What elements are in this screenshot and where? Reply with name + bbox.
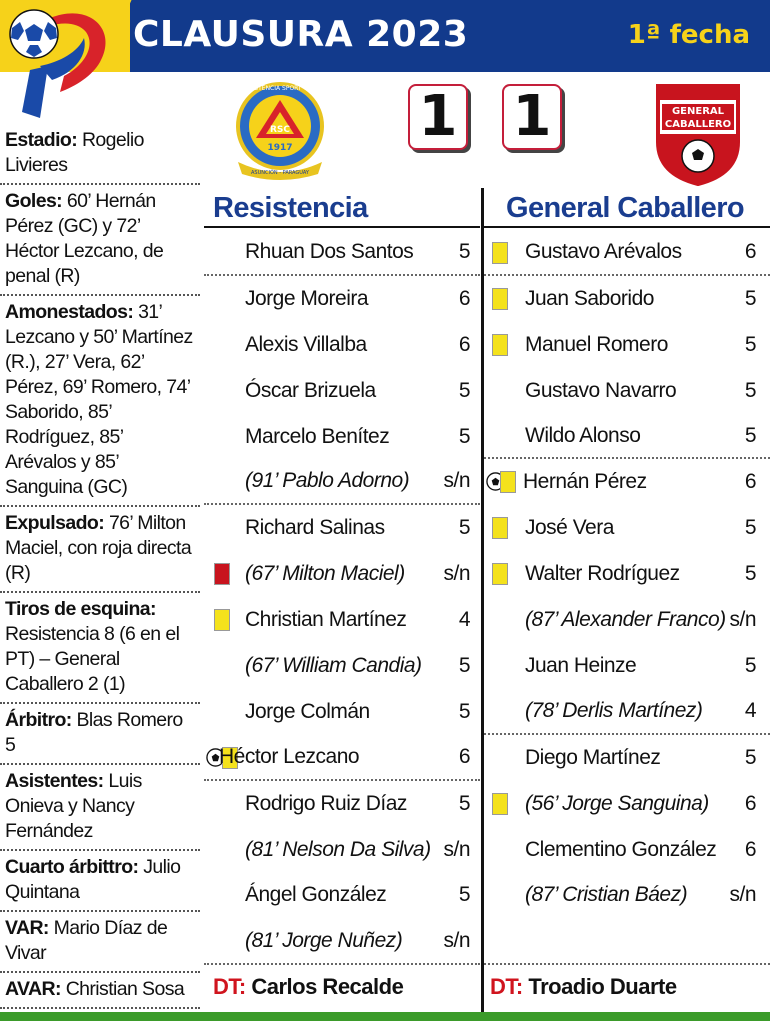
player-rating: 6 <box>458 286 470 310</box>
yellow-card-icon <box>492 334 508 356</box>
player-name: Óscar Brizuela <box>245 378 376 402</box>
crest-bottom-text: CABALLERO <box>664 119 732 130</box>
away-player-list <box>484 230 770 918</box>
home-coach <box>213 974 403 1000</box>
home-coach-separator <box>204 963 480 967</box>
player-row <box>484 551 770 597</box>
player-name: (87’ Alexander Franco) <box>525 608 726 632</box>
yellow-card-icon <box>492 242 508 264</box>
info-block <box>0 851 200 912</box>
away-coach-separator <box>484 963 770 967</box>
player-row <box>484 414 770 460</box>
player-name: Clementino González <box>525 837 717 861</box>
player-rating: s/n <box>443 837 470 861</box>
info-label: Asistentes: <box>5 770 104 792</box>
player-rating: s/n <box>443 469 470 493</box>
player-row <box>484 872 770 918</box>
info-block <box>0 185 200 296</box>
away-score: 1 <box>502 84 562 150</box>
player-rating: 6 <box>458 744 470 768</box>
player-row <box>204 597 480 643</box>
crest-ribbon-text: ASUNCIÓN - PARAGUAY <box>251 170 309 176</box>
player-row <box>204 872 480 918</box>
info-text: Christian Sosa <box>65 978 185 1000</box>
player-row <box>204 918 480 964</box>
player-rating: 5 <box>458 883 470 907</box>
home-player-list <box>204 230 480 964</box>
player-name: Jorge Moreira <box>245 286 369 310</box>
yellow-card-icon <box>492 517 508 539</box>
match-info-column <box>0 124 200 1009</box>
info-label: Amonestados: <box>5 301 134 323</box>
away-coach <box>490 974 677 1000</box>
player-row <box>484 689 770 735</box>
info-text: Resistencia 8 (6 en el PT) – General Caballero 2 (1) <box>5 623 180 695</box>
info-block <box>0 912 200 973</box>
home-team-name: Resistencia <box>213 192 368 224</box>
player-name: Rhuan Dos Santos <box>245 239 414 263</box>
player-rating: 5 <box>744 653 756 677</box>
player-name: Rodrigo Ruiz Díaz <box>245 791 407 815</box>
player-row <box>484 276 770 322</box>
player-row <box>204 735 480 781</box>
player-rating: 6 <box>458 332 470 356</box>
player-rating: 5 <box>458 378 470 402</box>
info-label: Cuarto árbittro: <box>5 856 139 878</box>
info-label: Estadio: <box>5 129 78 151</box>
player-name: Walter Rodríguez <box>525 562 680 586</box>
round-label: 1ª fecha <box>627 20 750 50</box>
player-rating: 4 <box>744 698 756 722</box>
player-row <box>484 597 770 643</box>
player-rating: s/n <box>443 929 470 953</box>
player-name: Hernán Pérez <box>523 470 647 494</box>
general-caballero-crest-icon <box>652 82 744 186</box>
player-row <box>484 827 770 873</box>
page-title: CLAUSURA 2023 <box>133 14 469 55</box>
player-name: (81’ Nelson Da Silva) <box>245 837 431 861</box>
player-name: Christian Martínez <box>245 608 407 632</box>
away-team-name: General Caballero <box>506 192 745 224</box>
info-text: 76’ Milton Maciel, con roja directa (R) <box>5 512 192 584</box>
coach-name: Carlos Recalde <box>251 974 404 999</box>
player-name: Jorge Colmán <box>245 699 370 723</box>
coach-label: DT: <box>490 974 523 999</box>
player-rating: 5 <box>744 745 756 769</box>
player-row <box>484 643 770 689</box>
player-name: Marcelo Benítez <box>245 424 390 448</box>
player-row <box>204 689 480 735</box>
yellow-card-icon <box>214 609 230 631</box>
player-name: José Vera <box>525 516 614 540</box>
player-row <box>204 643 480 689</box>
player-name: (56’ Jorge Sanguina) <box>525 791 709 815</box>
info-block <box>0 507 200 593</box>
player-name: Diego Martínez <box>525 745 661 769</box>
player-rating: 5 <box>744 332 756 356</box>
coach-name: Troadio Duarte <box>528 974 677 999</box>
player-rating: 6 <box>744 470 756 494</box>
player-row <box>204 459 480 505</box>
player-rating: 5 <box>744 423 756 447</box>
player-rating: 5 <box>744 516 756 540</box>
away-header-line <box>484 226 770 228</box>
player-rating: s/n <box>729 883 756 907</box>
player-row <box>484 322 770 368</box>
player-row <box>204 505 480 551</box>
player-rating: 5 <box>458 653 470 677</box>
player-rating: 5 <box>458 516 470 540</box>
player-rating: 4 <box>458 608 470 632</box>
info-block <box>0 704 200 765</box>
player-name: Juan Heinze <box>525 653 637 677</box>
player-row <box>484 459 770 505</box>
info-text: Mario Díaz de Vivar <box>5 917 168 964</box>
info-label: Expulsado: <box>5 512 105 534</box>
crest-top-text: RESISTENCIA SPORT CLUB <box>240 85 320 92</box>
info-text: 31’ Lezcano y 50’ Martínez (R.), 27’ Vera, 62’ Pérez, 69’ Romero, 74’ Saborido, 85’ Rodríguez, 85’ Arévalos y 85’ Sanguina (GC) <box>5 301 193 498</box>
info-block <box>0 593 200 704</box>
player-row <box>204 230 480 276</box>
info-block <box>0 296 200 507</box>
player-name: Juan Saborido <box>525 286 654 310</box>
player-row <box>204 551 480 597</box>
player-name: Gustavo Navarro <box>525 378 677 402</box>
player-name: Manuel Romero <box>525 332 668 356</box>
player-row <box>484 368 770 414</box>
info-label: Goles: <box>5 190 63 212</box>
player-rating: 6 <box>744 239 756 263</box>
player-name: (67’ Milton Maciel) <box>245 562 405 586</box>
league-logo <box>0 0 130 130</box>
player-row <box>484 505 770 551</box>
player-rating: 5 <box>458 239 470 263</box>
info-block <box>0 124 200 185</box>
info-block <box>0 973 200 1009</box>
info-block <box>0 765 200 851</box>
player-name: (67’ William Candia) <box>245 653 422 677</box>
info-text: 60’ Hernán Pérez (GC) y 72’ Héctor Lezcano, de penal (R) <box>5 190 164 287</box>
yellow-card-icon <box>500 471 516 493</box>
yellow-card-icon <box>492 563 508 585</box>
home-score: 1 <box>408 84 468 150</box>
player-rating: s/n <box>443 562 470 586</box>
player-row <box>484 735 770 781</box>
bottom-green-bar <box>0 1012 770 1021</box>
yellow-card-icon <box>492 793 508 815</box>
info-label: AVAR: <box>5 978 61 1000</box>
player-name: (78’ Derlis Martínez) <box>525 698 703 722</box>
player-row <box>204 414 480 460</box>
info-text: Julio Quintana <box>5 856 181 903</box>
player-rating: 5 <box>744 378 756 402</box>
player-name: Ángel González <box>245 883 387 907</box>
info-text: Rogelio Livieres <box>5 129 144 176</box>
player-row <box>204 781 480 827</box>
player-rating: 5 <box>458 699 470 723</box>
player-rating: 6 <box>744 791 756 815</box>
player-name: Gustavo Arévalos <box>525 239 682 263</box>
info-text: Luis Onieva y Nancy Fernández <box>5 770 142 842</box>
player-name: Héctor Lezcano <box>219 744 360 768</box>
info-label: Árbitro: <box>5 709 72 731</box>
resistencia-crest-icon <box>232 82 328 182</box>
player-name: (87’ Cristian Báez) <box>525 883 688 907</box>
home-header-line <box>204 226 480 228</box>
player-row <box>484 230 770 276</box>
info-label: Tiros de esquina: <box>5 598 156 620</box>
player-rating: 5 <box>458 424 470 448</box>
crest-top-text: GENERAL <box>671 106 725 117</box>
player-rating: 5 <box>744 562 756 586</box>
player-rating: 5 <box>458 791 470 815</box>
player-rating: 6 <box>744 837 756 861</box>
info-label: VAR: <box>5 917 49 939</box>
yellow-card-icon <box>492 288 508 310</box>
player-name: Alexis Villalba <box>245 332 367 356</box>
player-row <box>484 781 770 827</box>
player-row <box>204 276 480 322</box>
player-name: Richard Salinas <box>245 516 385 540</box>
coach-label: DT: <box>213 974 246 999</box>
red-card-icon <box>214 563 230 585</box>
crest-year: 1917 <box>267 143 293 153</box>
player-rating: 5 <box>744 286 756 310</box>
player-row <box>204 322 480 368</box>
info-text: Blas Romero 5 <box>5 709 183 756</box>
player-row <box>204 827 480 873</box>
player-row <box>204 368 480 414</box>
player-name: (81’ Jorge Nuñez) <box>245 929 403 953</box>
player-name: (91’ Pablo Adorno) <box>245 469 410 493</box>
player-rating: s/n <box>729 608 756 632</box>
player-name: Wildo Alonso <box>525 423 641 447</box>
crest-initials: RSC <box>269 125 291 135</box>
